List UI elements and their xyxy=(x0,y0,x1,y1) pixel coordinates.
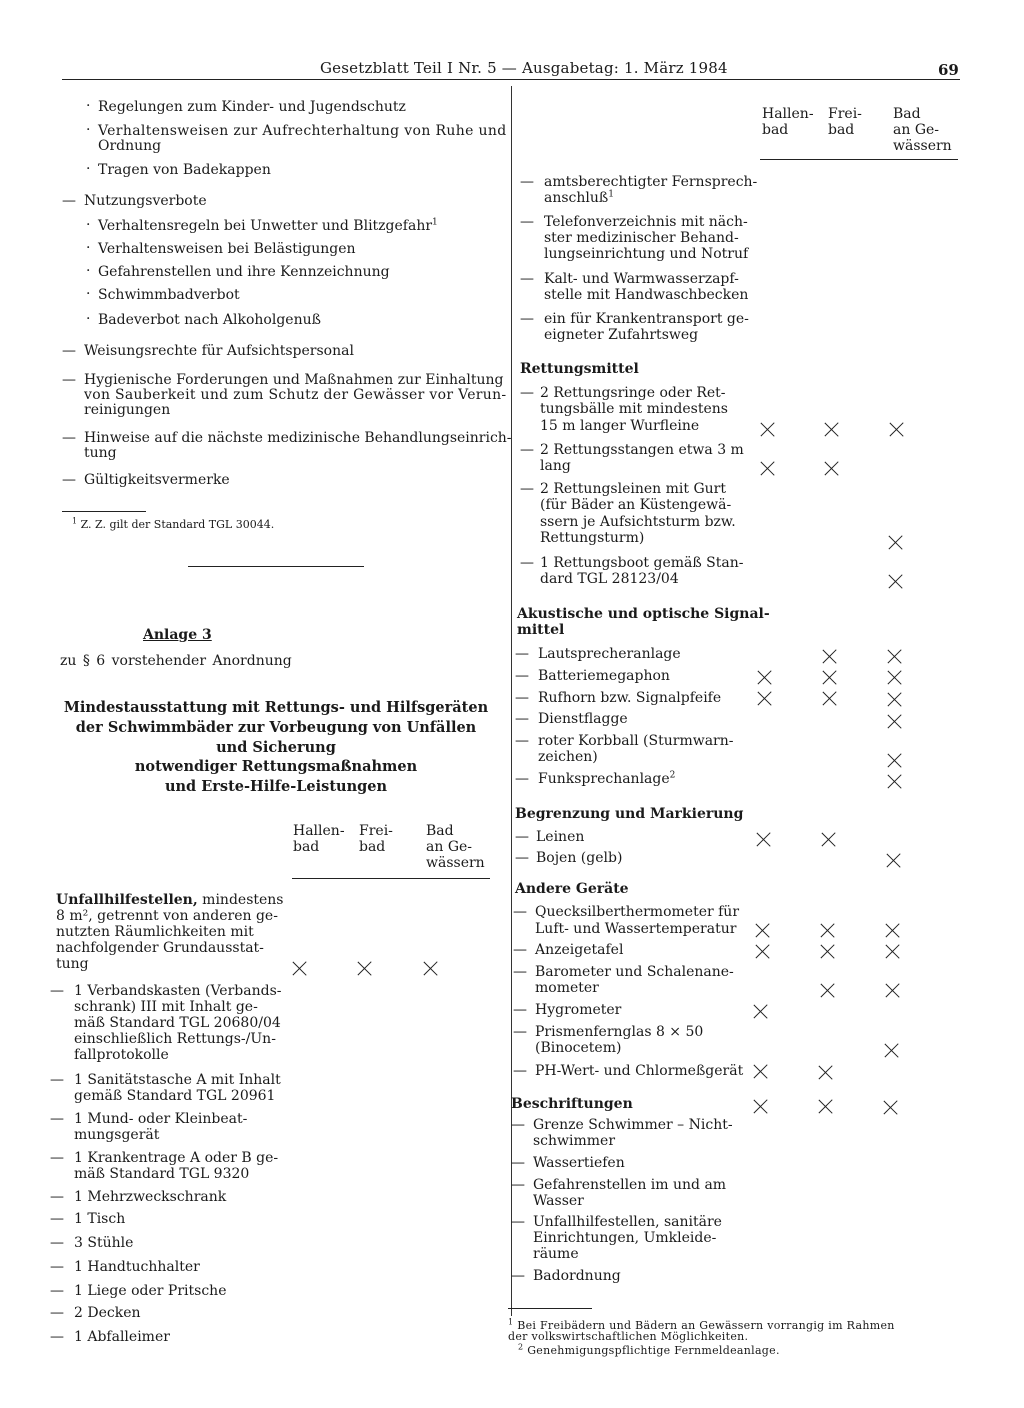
list-item-cont: dard TGL 28123/04 xyxy=(540,571,679,587)
dash-marker: — xyxy=(62,343,76,359)
list-item-cont: zeichen) xyxy=(538,749,598,765)
section-heading: Rettungsmittel xyxy=(520,361,639,377)
check-mark xyxy=(757,691,772,706)
dash-marker: — xyxy=(513,1024,527,1040)
dash-marker: — xyxy=(511,1268,525,1284)
list-item: Badeverbot nach Alkoholgenuß xyxy=(98,312,321,328)
list-item: 1 Mehrzweckschrank xyxy=(74,1189,227,1205)
footnote: $^1$ Z. Z. gilt der Standard TGL 30044. xyxy=(72,516,275,531)
footnote: $^1$ Bei Freibädern und Bädern an Gewässern vorrangig im Rahmen xyxy=(508,1317,895,1332)
check-mark xyxy=(760,461,775,476)
list-item-cont: ster medizinischer Behand- xyxy=(544,230,739,246)
check-mark xyxy=(887,774,902,789)
dash-marker: — xyxy=(520,555,534,571)
list-item: 1 Abfalleimer xyxy=(74,1329,170,1345)
annex-heading: Anlage 3 xyxy=(143,627,212,643)
list-item-cont: mäß Standard TGL 20680/04 xyxy=(74,1015,281,1031)
check-mark xyxy=(820,983,835,998)
header-rule xyxy=(62,79,960,80)
dash-marker: — xyxy=(50,1072,64,1088)
dash-marker: — xyxy=(513,1063,527,1079)
dash-marker: — xyxy=(50,1329,64,1345)
dash-marker: — xyxy=(513,964,527,980)
list-item: 1 Tisch xyxy=(74,1211,126,1227)
footnote: $^2$ Genehmigungspflichtige Fernmeldeanlage. xyxy=(518,1342,780,1357)
dash-marker: — xyxy=(515,733,529,749)
bullet-marker: · xyxy=(86,98,91,114)
bullet-marker: · xyxy=(86,217,91,233)
dash-marker: — xyxy=(511,1117,525,1133)
list-item: Barometer und Schalenane- xyxy=(535,964,734,980)
column-header-gewaesser: Bad an Ge- wässern xyxy=(893,106,952,154)
list-item: 2 Rettungsleinen mit Gurt xyxy=(540,481,726,497)
list-item: amtsberechtigter Fernsprech- xyxy=(544,174,758,190)
column-header-hallenbad: Hallen- bad xyxy=(293,823,345,855)
dash-marker: — xyxy=(511,1214,525,1230)
dash-marker: — xyxy=(520,385,534,401)
list-item: Dienstflagge xyxy=(538,711,628,727)
list-item: 1 Krankentrage A oder B ge- xyxy=(74,1150,279,1166)
list-item: roter Korbball (Sturmwarn- xyxy=(538,733,734,749)
list-item: Anzeigetafel xyxy=(535,942,624,958)
list-item-cont: lungseinrichtung und Notruf xyxy=(544,246,749,262)
list-item: Hygienische Forderungen und Maßnahmen zur Einhaltung xyxy=(84,372,504,388)
dash-marker: — xyxy=(50,983,64,999)
dash-marker: — xyxy=(50,1111,64,1127)
check-mark xyxy=(753,1099,768,1114)
dash-marker: — xyxy=(515,711,529,727)
dash-marker: — xyxy=(62,193,76,209)
dash-marker: — xyxy=(515,646,529,662)
list-item-cont: anschluß$^1$ xyxy=(544,189,614,206)
list-item: Hinweise auf die nächste medizinische Behandlungseinrich- xyxy=(84,430,512,446)
gazette-header-title: Gesetzblatt Teil I Nr. 5 — Ausgabetag: 1. März 1984 xyxy=(320,59,728,77)
dash-marker: — xyxy=(513,904,527,920)
check-mark xyxy=(755,923,770,938)
list-item-cont: Rettungsturm) xyxy=(540,530,645,546)
bullet-marker: · xyxy=(86,263,91,279)
list-item: Lautsprecheranlage xyxy=(538,646,681,662)
check-mark xyxy=(822,649,837,664)
list-item: Gültigkeitsvermerke xyxy=(84,472,230,488)
page-number: 69 xyxy=(938,61,959,79)
section-heading: Begrenzung und Markierung xyxy=(515,806,744,822)
list-item-cont: nutzten Räumlichkeiten mit xyxy=(56,924,254,940)
check-mark xyxy=(755,944,770,959)
list-item: 2 Rettungsstangen etwa 3 m xyxy=(540,442,744,458)
bullet-marker: · xyxy=(86,161,91,177)
list-item: Verhaltensregeln bei Unwetter und Blitzgefahr$^1$ xyxy=(98,217,438,234)
check-mark xyxy=(820,944,835,959)
check-mark xyxy=(822,691,837,706)
list-item: 1 Mund- oder Kleinbeat- xyxy=(74,1111,248,1127)
dash-marker: — xyxy=(50,1150,64,1166)
list-item: 1 Liege oder Pritsche xyxy=(74,1283,227,1299)
list-item: Gefahrenstellen im und am xyxy=(533,1177,727,1193)
dash-marker: — xyxy=(62,372,76,388)
section-heading: Beschriftungen xyxy=(511,1096,633,1112)
list-item: Verhaltensweisen zur Aufrechterhaltung von Ruhe und xyxy=(98,123,507,139)
list-item-cont: stelle mit Handwaschbecken xyxy=(544,287,749,303)
list-item-cont: Einrichtungen, Umkleide- xyxy=(533,1230,717,1246)
check-mark xyxy=(887,753,902,768)
dash-marker: — xyxy=(50,1305,64,1321)
list-item: Wassertiefen xyxy=(533,1155,625,1171)
list-item-cont: gemäß Standard TGL 20961 xyxy=(74,1088,276,1104)
list-item: PH-Wert- und Chlormeßgerät xyxy=(535,1063,744,1079)
list-item-cont: räume xyxy=(533,1246,579,1262)
column-header-rule xyxy=(760,159,958,160)
list-item: Quecksilberthermometer für xyxy=(535,904,740,920)
list-item-cont: fallprotokolle xyxy=(74,1047,169,1063)
check-mark xyxy=(753,1004,768,1019)
check-mark xyxy=(883,1100,898,1115)
check-mark xyxy=(885,983,900,998)
footnote-rule xyxy=(62,511,146,512)
list-item: Grenze Schwimmer – Nicht- xyxy=(533,1117,733,1133)
check-mark xyxy=(888,535,903,550)
list-item-cont: tung xyxy=(84,445,117,461)
bullet-marker: · xyxy=(86,286,91,302)
annex-title: Mindestausstattung mit Rettungs- und Hilfsgeräten der Schwimmbäder zur Vorbeugung von Unfällen und Sicherung notwendiger Rettungsmaßnahmen und Erste-Hilfe-Leistungen xyxy=(63,699,489,796)
check-mark xyxy=(886,853,901,868)
check-mark xyxy=(753,1064,768,1079)
annex-subheading: zu § 6 vorstehender Anordnung xyxy=(60,653,292,669)
dash-marker: — xyxy=(520,271,534,287)
section-separator xyxy=(188,566,364,567)
dash-marker: — xyxy=(515,850,529,866)
dash-marker: — xyxy=(50,1211,64,1227)
list-item: Rufhorn bzw. Signalpfeife xyxy=(538,690,722,706)
bullet-marker: · xyxy=(86,240,91,256)
list-item-cont: (Binocetem) xyxy=(535,1040,622,1056)
column-header-gewaesser: Bad an Ge- wässern xyxy=(426,823,485,871)
list-item: Leinen xyxy=(536,829,585,845)
list-item: Funksprechanlage$^2$ xyxy=(538,770,676,787)
check-mark xyxy=(423,961,438,976)
list-item-cont: Wasser xyxy=(533,1193,584,1209)
check-mark xyxy=(885,944,900,959)
list-item: Nutzungsverbote xyxy=(84,193,207,209)
bullet-marker: · xyxy=(86,311,91,327)
dash-marker: — xyxy=(515,771,529,787)
bullet-marker: · xyxy=(86,122,91,138)
check-mark xyxy=(821,832,836,847)
list-item: 2 Rettungsringe oder Ret- xyxy=(540,385,726,401)
footnote-cont: der volkswirtschaftlichen Möglichkeiten. xyxy=(508,1330,749,1343)
dash-marker: — xyxy=(520,481,534,497)
list-item: 1 Handtuchhalter xyxy=(74,1259,200,1275)
section-heading-cont: mittel xyxy=(517,622,565,638)
list-item: Regelungen zum Kinder- und Jugendschutz xyxy=(98,99,406,115)
list-item-cont: (für Bäder an Küstengewä- xyxy=(540,497,732,513)
dash-marker: — xyxy=(520,214,534,230)
list-item-cont: tungsbälle mit mindestens xyxy=(540,401,728,417)
check-mark xyxy=(887,649,902,664)
list-item: 1 Verbandskasten (Verbands- xyxy=(74,983,282,999)
list-item-cont: mometer xyxy=(535,980,599,996)
list-item: ein für Krankentransport ge- xyxy=(544,311,749,327)
list-item-cont: von Sauberkeit und zum Schutz der Gewässer vor Verun- xyxy=(84,387,507,403)
dash-marker: — xyxy=(520,311,534,327)
dash-marker: — xyxy=(511,1155,525,1171)
check-mark xyxy=(889,422,904,437)
check-mark xyxy=(824,461,839,476)
column-header-freibad: Frei- bad xyxy=(359,823,393,855)
dash-marker: — xyxy=(513,942,527,958)
dash-marker: — xyxy=(511,1177,525,1193)
check-mark xyxy=(357,961,372,976)
footnote-rule xyxy=(508,1308,592,1309)
list-item: Gefahrenstellen und ihre Kennzeichnung xyxy=(98,264,390,280)
dash-marker: — xyxy=(50,1235,64,1251)
list-item-cont: einschließlich Rettungs-/Un- xyxy=(74,1031,276,1047)
list-item-cont: nachfolgender Grundausstat- xyxy=(56,940,264,956)
check-mark xyxy=(820,923,835,938)
list-item: Prismenfernglas 8 × 50 xyxy=(535,1024,704,1040)
dash-marker: — xyxy=(513,1002,527,1018)
check-mark xyxy=(824,422,839,437)
check-mark xyxy=(818,1099,833,1114)
dash-marker: — xyxy=(515,668,529,684)
list-item-cont: reinigungen xyxy=(84,402,171,418)
check-mark xyxy=(885,923,900,938)
list-item-cont: schwimmer xyxy=(533,1133,616,1149)
list-item-cont: ssern je Aufsichtsturm bzw. xyxy=(540,514,736,530)
dash-marker: — xyxy=(50,1259,64,1275)
section-heading: Andere Geräte xyxy=(515,881,629,897)
column-header-hallenbad: Hallen- bad xyxy=(762,106,814,138)
list-item-cont: eigneter Zufahrtsweg xyxy=(544,327,699,343)
check-mark xyxy=(756,832,771,847)
list-item-cont: mäß Standard TGL 9320 xyxy=(74,1166,250,1182)
list-item-cont: mungsgerät xyxy=(74,1127,160,1143)
list-item-cont: 8 m², getrennt von anderen ge- xyxy=(56,908,278,924)
check-mark xyxy=(887,670,902,685)
dash-marker: — xyxy=(62,472,76,488)
list-item: 1 Sanitätstasche A mit Inhalt xyxy=(74,1072,281,1088)
check-mark xyxy=(887,714,902,729)
dash-marker: — xyxy=(50,1189,64,1205)
check-mark xyxy=(887,692,902,707)
check-mark xyxy=(888,574,903,589)
dash-marker: — xyxy=(515,690,529,706)
list-item-cont: Ordnung xyxy=(98,138,162,154)
list-item: 2 Decken xyxy=(74,1305,141,1321)
check-mark xyxy=(292,961,307,976)
list-item: Kalt- und Warmwasserzapf- xyxy=(544,271,739,287)
check-mark xyxy=(757,670,772,685)
dash-marker: — xyxy=(520,174,534,190)
check-mark xyxy=(760,422,775,437)
list-item: 1 Rettungsboot gemäß Stan- xyxy=(540,555,744,571)
column-header-freibad: Frei- bad xyxy=(828,106,862,138)
check-mark xyxy=(884,1043,899,1058)
list-item: Schwimmbadverbot xyxy=(98,287,240,303)
list-item: Telefonverzeichnis mit näch- xyxy=(544,214,748,230)
list-item: Unfallhilfestellen, mindestens xyxy=(56,892,284,908)
list-item-cont: lang xyxy=(540,458,571,474)
dash-marker: — xyxy=(62,430,76,446)
list-item: Tragen von Badekappen xyxy=(98,162,271,178)
list-item: 3 Stühle xyxy=(74,1235,134,1251)
list-item: Weisungsrechte für Aufsichtspersonal xyxy=(84,343,354,359)
dash-marker: — xyxy=(520,442,534,458)
check-mark xyxy=(818,1065,833,1080)
list-item: Verhaltensweisen bei Belästigungen xyxy=(98,241,356,257)
list-item: Unfallhilfestellen, sanitäre xyxy=(533,1214,722,1230)
dash-marker: — xyxy=(515,829,529,845)
list-item: Hygrometer xyxy=(535,1002,622,1018)
list-item: Bojen (gelb) xyxy=(536,850,623,866)
list-item-cont: Luft- und Wassertemperatur xyxy=(535,921,737,937)
list-item-cont: 15 m langer Wurfleine xyxy=(540,418,700,434)
list-item-cont: schrank) III mit Inhalt ge- xyxy=(74,999,258,1015)
dash-marker: — xyxy=(50,1283,64,1299)
list-item-cont: tung xyxy=(56,956,89,972)
list-item: Badordnung xyxy=(533,1268,621,1284)
section-heading: Akustische und optische Signal- xyxy=(517,606,770,622)
column-header-rule xyxy=(292,878,490,879)
check-mark xyxy=(822,670,837,685)
list-item: Batteriemegaphon xyxy=(538,668,670,684)
